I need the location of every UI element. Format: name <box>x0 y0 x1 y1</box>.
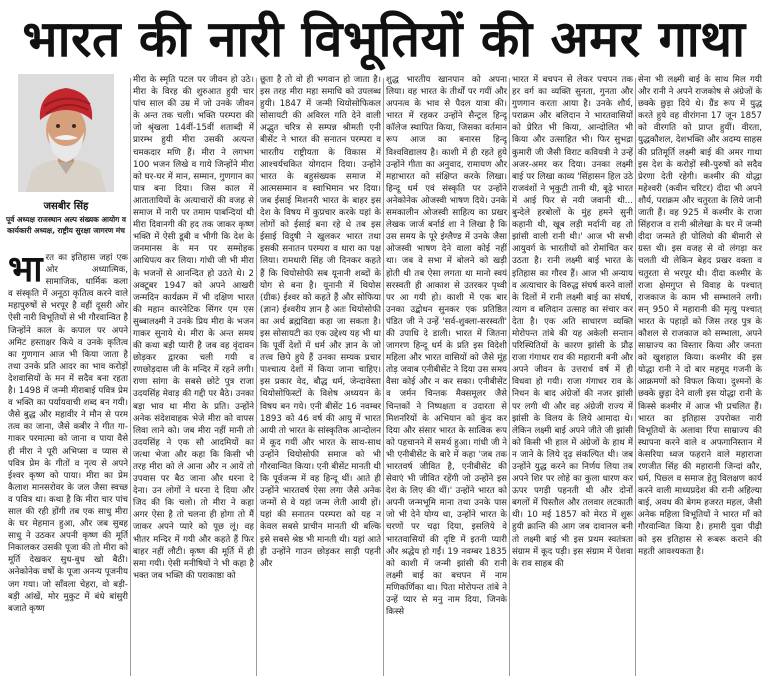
headline: भारत की नारी विभूतियों की अमर गाथा <box>22 10 746 68</box>
article-column-5 <box>512 74 633 678</box>
article-column-2 <box>133 74 254 678</box>
author-box <box>6 74 126 252</box>
column-divider <box>635 78 636 676</box>
column-text: छूता है तो वो ही भगवान हो जाता है। इस तरह मीरा महा समाधि को उपलब्ध हुयी। 1847 में जन्मी थियोसोफिकल सोसायटी की अविरल गति देने वाली अद्भुत चरित्र से सम्पन्न श्रीमती एनी बीसेंट ने भारत की सनातन परम्परा व भारतीय राष्ट्रीयता के विकास में आश्चर्यचकित योगदान दिया। उन्होंने भारत के बहुसंख्यक समाज में आत्मसम्मान व स्वाभिमान भर दिया। जब ईसाई मिशनरी भारत के बाहर इस देश के विषय में कुप्रचार करके यहां के लोगों को ईसाई बना रहे थे तब इस ईसाई विदुषी ने खुलकर भारत तथा इसकी सनातन परम्परा व धारा का पक्ष लिया। रामधारी सिंह जी दिनकर कहते हैं कि थियोसोफी सब यूनानी शब्दों के योग से बना है। यूनानी में थियोस (ग्रीक) ईश्वर को कहते हैं और सोफिया (ज्ञान) ईश्वरीय ज्ञान है अतः थियोसोफी का अर्थ ब्रह्मविद्या कहा जा सकता है। इस सोसायटी का एक उद्देश्य यह भी था कि पूर्वी देशों में धर्म और ज्ञान के जो तत्त्व छिपे हुये हैं उनका सम्यक प्रचार पाश्चात्य देशों में किया जाना चाहिए। इस प्रकार वेद, बौद्ध धर्म, जेन्दावेस्ता थियोसोफिस्टों के विशेष अध्ययन के विषय बन गये। एनी बीसेंट 16 नवम्बर 1893 को 46 वर्ष की आयु में भारत आयी तो भारत के सांस्कृतिक आन्दोलन में कूद गयीं और भारत के साथ-साथ उन्होंने थियोसोफी समाज को भी गौरवान्वित किया। एनी बीसेंट मानती थी कि पूर्वजन्म में वह हिन्दू थीं। आते ही उन्होंने भारतवर्ष ऐसा लगा जैसे अनेक जन्मों से वे यहां जन्म लेती आयी हों। यहां की सनातन परम्परा को यह न केवल सबसे प्राचीन मानती थी बल्कि इसे सबसे श्रेष्ठ भी मानती थी। यहां आते ही उन्होंने गाउन छोड़कर साड़ी पहनी और <box>260 75 381 569</box>
column-divider <box>383 78 384 676</box>
column-text: शुद्ध भारतीय खानपान को अपना लिया। वह भारत के तीर्थों पर गयीं और अपनत्व के भाव से पैदल यात्रा की। भारत में रहकर उन्होंने सैन्ट्रल हिन्दू कॉलेज स्थापित किया, जिसका वर्तमान रूप आज का बनारस हिन्दू विश्वविद्यालय है। काशी में ही रहते हुये उन्होंने गीता का अनुवाद, रामायण और महाभारत को संक्षिप्त करके लिखा। हिन्दू धर्म एवं संस्कृति पर उन्होंने अनेकोनेक ओजस्वी भाषण दिये। उनके समकालीन ओजस्वी साहित्य का प्रखर लेखक जार्ज बर्नार्ड शा ने लिखा है कि उस समय के पूरे इंग्लैण्ड में उनके जैसा ओजस्वी भाषण देने वाला कोई नहीं था। जब वे सभा में बोलने को खड़ी होती थी तब ऐसा लगता था मानो स्वयं सरस्वती ही आकाश से उतरकर पृथ्वी पर आ गयी हो। काशी में एक बार उनका उद्बोधन सुनकर एक प्रतिष्ठित पंडित जी ने उन्हें 'सर्व-शुक्ला-सरस्वती' की उपाधि दे डाली। भारत में जितना जागरण हिन्दू धर्म के प्रति इस विदेशी महिला और भारत वासियों को जैसे मूंह तोड़ जवाब एनीबीसेंट ने दिया उस समय वैसा कोई और न कर सका। एनीबीसेंट व जर्मन चिन्तक मैक्समूलर जैसे चिन्तकों ने निष्पक्षता व उदारता से मिशनरियों के अभियान को कुंद कर दिया और संसार भारत के सात्विक रूप को पहचानने में समर्थ हुआ। गांधी जी ने भी एनीबीसेंट के बारे में कहा 'जब तक भारतवर्ष जीवित है, एनीबीसेंट की सेवाएं भी जीवित रहेंगी जो उन्होंने इस देश के लिए की थीं।' उन्होंने भारत को अपनी जन्मभूमि माना तथा उनके पास जो भी देने योग्य था, उन्होंने भारत के चरणों पर चढ़ा दिया, इसलिये वे भारतवासियों की दृष्टि में इतनी प्यारी और श्रद्धेय हो गईं। 19 नवम्बर 1835 को काशी में जन्मी झांसी की रानी लक्ष्मी बाई का बचपन में नाम मणिकर्णिका था। पिता मोरोपन्त तांबे ने उन्हें प्यार से मनु नाम दिया, जिनके किस्से <box>386 75 507 618</box>
column-divider <box>509 78 510 676</box>
dropcap: भा <box>8 252 43 290</box>
author-portrait-icon <box>18 74 114 192</box>
column-text: सेना भी लक्ष्मी बाई के साथ मिल गयी और रानी ने अपने राजकोष से अंग्रेजों के छक्के छुड़ा दिये थे। ग्रैंड रूप में युद्ध करते हुये वह वीरांगना 17 जून 1857 को वीरगति को प्राप्त हुयीं। वीरता, युद्धकौशल, देशभक्ति और अदम्य साहस की प्रतिमूर्ति लक्ष्मी बाई की अमर गाथा इस देश के करोड़ों स्त्री-पुरुषों को सदैव प्रेरणा देती रहेगी। कश्मीर की योद्धा महेश्वरी (कवीन चरिटर) दीदा भी अपने शौर्य, पराक्रम और चतुरता के लिये जानी जाती हैं। वह 925 में कश्मीर के राजा सिंहराज व रानी श्रीलेखा के घर में जन्मी दीदा जन्मते ही पोलियो की बीमारी से ग्रस्त थी। इस वजह से वो लंगड़ा कर चलती थी लेकिन बेहद प्रखर वक्ता व चतुरता से भरपूर थी। दीदा कश्मीर के राजा क्षेमगुप्त से विवाह के पश्चात् राजकाज के काम भी सम्भालने लगी। सन् 950 में महारानी की मृत्यु पश्चात् भारत के पहाड़ों को जिस तरह पुत्र के कौशल से राजकाज को सम्भाला, अपने साम्राज्य का विस्तार किया और जनता को खुशहाल किया। कश्मीर की इस योद्धा रानी ने दो बार महमूद गजनी के आक्रमणों को विफल किया। दुश्मनों के छक्के छुड़ा देने वाली इस योद्धा रानी के किस्से कश्मीर में आज भी प्रचलित हैं। भारत का इतिहास उपरोक्त नारी विभूतियों के अलावा रिंपा साम्राज्य की स्थापना करने वाले व अफगानिस्तान में केसरिया ध्वज फहराने वाले महाराजा रणजीत सिंह की महारानी जिन्दां कौर, धर्म, पिछ्ल व समाज हेतु विलक्षण कार्य करने वाली माध्यप्रदेश की रानी अहिल्या बाई, अवध की बेगम हजरत महल, जैसी अनेक महिला विभूतियों ने भारत माँ को गौरवान्वित किया है। हमारी युवा पीढ़ी को इस इतिहास से रूबरू कराने की महती आवश्यकता है। <box>638 75 762 557</box>
author-designation: पूर्व अध्यक्ष राजस्थान अल्प संख्यक आयोग व कार्यकारी अध्यक्ष, राष्ट्रीय सुरक्षा जागरण मंच <box>6 215 126 235</box>
column-divider <box>130 78 131 676</box>
column-text: रत का इतिहास जहां एक ओर अध्यात्मिक, सामाजिक, धार्मिक कला व संस्कृति में अनूठा कृतित्व करने वाले महापुरुषों से भरपूर है वहीं दूसरी ओर ऐसी नारी विभूतियों से भी गौरवान्वित है जिन्होंने काल के कपाल पर अपने अमिट हस्ताक्षर किये व उनके कृतित्व का गुणगान आज भी किया जाता है तथा उनके प्रति आदर का भाव करोड़ों देशवासियों के मन में सदैव बना रहता है। 1498 में जन्मी मीराबाई पवित्र प्रेम व भक्ति का पर्यायवाची शब्द बन गयी। जैसे बुद्ध और महावीर ने मौन से परम तत्व का जाना, जैसे कबीर ने गीत गा-गाकर परमात्मा को जाना व पाया वैसे ही मीरा ने पूरी अभिप्सा व प्यास से पवित्र प्रेम के गीतों व नृत्य से अपने ईश्वर कृष्ण को पाया। मीरा का प्रेम कैलाश मानसरोवर के जल जैसा स्वच्छ व पवित्र था। कथा है कि मीरा चार पांच साल की रही होंगी तब एक साधु मीरा के घर मेहमान हुआ, और जब सुबह साधु ने उठकर अपनी कृष्ण की मूर्ति निकालकर उसकी पूजा की तो मीरा को मूर्ति देखकर सुध-बुध खो बैठी। अनेकोनेक वर्षों के पूजा अनन्य पूजनीय जग गया। जो साँवला चेहरा, वो बड़ी-बड़ी आंखें, मोर मुकुट में बंधे बांसुरी बजाते कृष्ण <box>8 253 128 614</box>
author-name: जसबीर सिंह <box>43 201 89 212</box>
column-text: मीरा के स्मृति पटल पर जीवन हो उठे। मीरा के विरह की शुरुआत हुयी चार पांच साल की उम्र में जो उनके जीवन के अन्त तक चली। भक्ति परम्परा की जो श्रृंखला 14वीं-15वीं शताब्दी में प्रारम्भ हुयी मीरा उसकी अत्यन्त चमकदार मणि हैं। मीरा ने लगभग 100 भजन लिखे व गाये जिन्होंने मीरा को घर-घर में मान, सम्मान, गुणगान का पात्र बना दिया। जिस काल में आतातायियों के अत्याचारों की वजह से समाज में नारी पर तमाम पाबन्दियां थी मीरा दिवानगी की हद तक जाकर कृष्ण भक्ति में ऐसी डूबी व भीगी कि देश के जनमानस के मन पर सम्मोहक आधिपत्य कर लिया। गांधी जी भी मीरा के भजनों से आनन्दित हो उठते थे। 2 अक्टूबर 1947 को अपने आखरी जन्मदिन कार्यक्रम में भी दक्षिण भारत की महान कारनेटिक सिंगर एम एस सुब्बालक्ष्मी ने उनके प्रिय मीरा के भजन गाकर सुनाये थे। मीरा के अन्त समय की कथा बड़ी प्यारी है जब वह वृंदावन छोड़कर द्वारका चली गयी व रणछोड़दास जी के मन्दिर में रहने लगी। राणा सांगा के सबसे छोटे पुत्र राजा उदयसिंह मेवाड़ की गद्दी पर बैठे। उनका बड़ा भाव था मीरा के प्रति। उन्होंने अनेक संदेशवाहक भेजे मीरा को वापस लिवा लाने को। जब मीरा नहीं मानी तो उदयसिंह ने एक सौ आदमियों का जत्था भेजा और कहा कि किसी भी तरह मीरा को ले आना और न आयें तो उपवास पर बैठ जाना और धरना दे देना। उन लोगों ने धरना दे दिया और जिद की कि चलो। तो मीरा ने कहा अगर ऐसा है तो चलना ही होगा तो मैं जाकर अपने प्यारे को पूछ लूं। वह भीतर मन्दिर में गयी और कहते हैं फिर बाहर नहीं लौटी। कृष्ण की मूर्ति में ही समा गयी। ऐसी मनीषियों ने भी कहा है भक्त जब भक्ति की पराकाष्ठा को <box>133 75 254 581</box>
article-column-3 <box>260 74 381 678</box>
author-photo <box>18 74 114 192</box>
article-column-6 <box>638 74 762 678</box>
article-column-1 <box>8 252 128 678</box>
article-column-4 <box>386 74 507 678</box>
column-text: भारत में बचपन से लेकर पचपन तक हर वर्ग का व्यक्ति सुनता, गुनता और गुणगान करता आया है। उनके शौर्य, पराक्रम और बलिदान ने भारतवासियों को प्रेरित भी किया, आन्दोलित भी किया और उत्साहित भी। फिर सुभद्रा कुमारी जी जैसी विराट कवियत्री ने उन्हें अजर-अमर कर दिया। उनका लक्ष्मी बाई पर लिखा काव्य 'सिंहासन हिल उठे राजवंशों ने भृकुटी तानी थी, बूढ़े भारत में आई फिर से नयी जवानी थी... बुन्देले हरबोलों के मुंह हमने सुनी कहानी थी, खूब लड़ी मर्दानी वह तो झांसी वाली रानी थी।' आज भी सभी आयुवर्ग के भारतीयों को रोमांचित कर उठता है। रानी लक्ष्मी बाई भारत के इतिहास का गौरव हैं। आज भी अन्याय व अत्याचार के विरुद्ध संघर्ष करने वालों के दिलों में रानी लक्ष्मी बाई का संघर्ष, त्याग व बलिदान उत्साह का संचार कर देता है। एक अति साधारण व्यक्ति मोरोपन्त तांबे की यह अकेली सन्तान परिस्थितियों के कारण झांसी के प्रौढ़ राजा गंगाधर राव की महारानी बनी और अपने जीवन के उत्तरार्ध वर्ष में ही विधवा हो गयी। राजा गंगाधर राव के निधन के बाद अंग्रेजों की नजर झांसी पर लगी थी और वह अंग्रेजी राज्य में झांसी के विलय के लिये आमादा थे। लेकिन लक्ष्मी बाई अपने जीते जी झांसी को किसी भी हाल में अंग्रेजों के हाथ में न जाने के लिये दृढ़ संकल्पित थी। जब उन्होंने युद्ध करने का निर्णय लिया तब अपने शिर पर लोहे का कुला धारण कर ऊपर पगड़ी पहनती थी और दोनों बगलों में पिस्तौल और तलवार लटकाती थी। 10 मई 1857 को मेरठ में शुरू हुयी क्रान्ति की आग जब दावानल बनी तो लक्ष्मी बाई भी इस प्रथम स्वतंत्रता संग्राम में कूद पड़ी। इस संग्राम में पेशवा के राव साहब की <box>512 75 633 569</box>
column-divider <box>256 78 257 676</box>
